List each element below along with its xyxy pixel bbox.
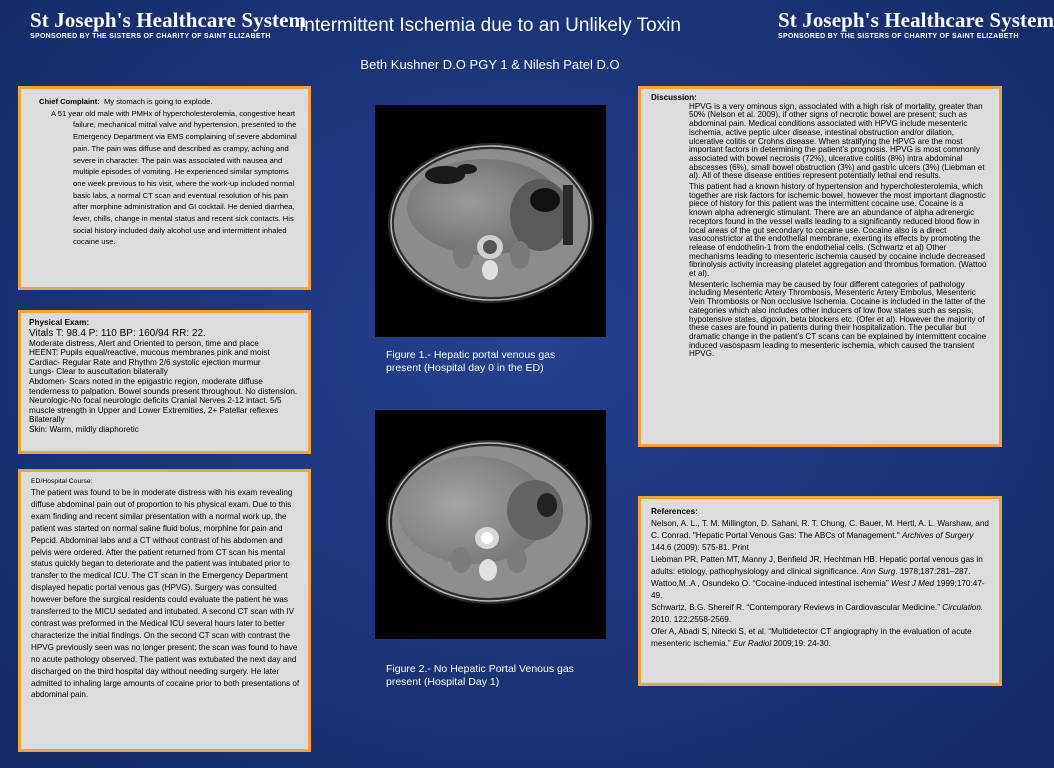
exam-line: HEENT: Pupils equal/reactive, mucous membranes pink and moist: [29, 348, 270, 358]
reference-item: [651, 578, 989, 602]
chief-complaint-label: Chief Complaint:: [39, 97, 100, 106]
reference-item: [651, 626, 989, 650]
reference-text: Wattoo,M..A , Osundeko O. “Cocaine-induced intestinal ischemia”: [651, 579, 891, 588]
discussion-paragraph: Mesenteric Ischemia may be caused by four different categories of pathology including Mesenteric Artery Thrombosis, Mesenteric Artery Embolus, Mesenteric Vein Thrombosis or Non occlusive Ischemia. Cocaine is included in the latter of the categories which also includes other inducers of low flow states such as sepsis, hypotensive states, digoxin, beta blockers etc. (Ofer et al). However the majority of these cases are found in patients during their hospitalization. The peculiar but dramatic change in the patient’s CT scans can be explained by intermittent cocaine induced vasospasm leading to mesenteric ischemia, which caused the transient HPVG.: [689, 279, 987, 359]
ct-scan-image-2: [375, 410, 606, 639]
chief-complaint-line: [31, 96, 300, 108]
reference-text: Nelson, A. L., T. M. Millington, D. Sahani, R. T. Chung, C. Bauer, M. Hertl, A. L. Warshaw, and C. Conrad. "Hepatic Portal Venous Gas: The ABCs of Management.": [651, 519, 989, 540]
reference-text: Schwartz, B.G. Shereif R. “Contemporary Reviews in Cardiovascular Medicine.”: [651, 603, 943, 612]
references-label: References:: [651, 507, 698, 516]
reference-text: 144.6 (2009): 575-81. Print: [651, 543, 749, 552]
chief-complaint-text: My stomach is going to explode.: [103, 97, 213, 106]
ct-scan-image-1: [375, 105, 606, 337]
discussion-paragraph: This patient had a known history of hypertension and hypercholesterolemia, which together are risk factors for ischemic bowel, however the most important diagnostic piece of history for this patient was the intermittent cocaine use. Cocaine is a known alpha adrenergic stimulant. There are an abundance of alpha adrenergic receptors found in the vessel walls leading to a significantly reduced blood flow in local areas of the gut secondary to cocaine use. Cocaine also is a direct vasoconstrictor at the endothelial membrane, exerting its effects by promoting the release of endothelin-1 from the endothelial cells. (Schwartz et al) Other mechanisms leading to mesenteric ischemia caused by cocaine include decreased fibrinolysis activity increasing platelet aggregation and thrombus formation. (Wattoo et al).: [689, 182, 987, 279]
exam-line: Skin: Warm, mildly diaphoretic: [29, 424, 139, 434]
poster-title: Intermittent Ischemia due to an Unlikely Toxin: [299, 15, 681, 36]
logo-name: St Joseph's Healthcare System: [30, 8, 307, 32]
discussion-panel: [638, 86, 1002, 447]
physical-exam-label: Physical Exam:: [29, 318, 90, 327]
references-panel: [638, 496, 1002, 686]
reference-item: [651, 554, 989, 578]
ed-course-label: ED/Hospital Course:: [31, 478, 93, 485]
hospital-logo-right: [778, 8, 1054, 41]
reference-journal: Eur Radiol: [732, 639, 772, 648]
exam-line: Cardiac- Regular Rate and Rhythm 2/6 systolic ejection murmur: [29, 357, 261, 367]
reference-journal: West J Med: [890, 579, 935, 588]
ed-course-panel: [18, 469, 311, 752]
logo-tagline: SPONSORED BY THE SISTERS OF CHARITY OF SAINT ELIZABETH: [778, 33, 1019, 40]
reference-item: [651, 602, 989, 626]
reference-item: [651, 518, 989, 554]
reference-text: 2010. 122:2558-2569.: [651, 615, 732, 624]
reference-journal: Circulation.: [942, 603, 984, 612]
exam-line: Moderate distress, Alert and Oriented to person, time and place: [29, 338, 259, 348]
discussion-paragraph: HPVG is a very ominous sign, associated with a high risk of mortality, greater than 50% (Nelson et al. 2009), if other signs of necrotic bowel are present; such as abdominal pain. Medical conditions associated with HPVG include mesenteric ischemia, active peptic ulcer disease, intestinal obstruction and/or dilation, ulcerative colitis or Crohns disease. When stratifying the HPVG are the most important factors in determining the patient’s prognosis. HPVG is most commonly associated with bowel necrosis (72%), ulcerative colitis (8%) intra abdominal abscesses (6%), small bowel obstruction (3%) and gastric ulcers (3%) (Liebman et al). All of these disease entities represent potentially lethal end results.: [689, 101, 985, 181]
ed-course-text: The patient was found to be in moderate distress with his exam revealing diffuse abdominal pain out of proportion to his physical exam. Due to this exam finding and recent similar presentation with a normal work up, the patient was started on normal saline fluid bolus, morphine for pain and Pepcid. Abdominal labs and a CT without contrast of his abdomen and pelvis were ordered. After the patient returned from CT scan his mental status quickly began to deteriorate and the patient was intubated prior to transfer to the medical ICU. The CT scan in the Emergency Department displayed hepatic portal venous gas (HPVG). Surgery was consulted however before the surgical residents could evaluate the patient he was transferred to the MICU sedated and intubated. A second CT scan with IV contrast was preformed in the Medical ICU several hours later to better characterize the initial findings. On the second CT scan with contrast the HPVG previously seen was no longer present; the scan was found to have no acute pathology observed. The patient was extubated the next day and discharged on the third hospital day without needing surgery. He later admitted to inhaling large amounts of cocaine prior to both presentations of abdominal pain.: [31, 488, 300, 700]
logo-tagline: SPONSORED BY THE SISTERS OF CHARITY OF SAINT ELIZABETH: [30, 33, 271, 40]
discussion-label: Discussion:: [651, 93, 697, 102]
reference-text: . 1978;187:281–287.: [895, 567, 971, 576]
history-text: A 51 year old male with PMHx of hypercholesterolemia, congestive heart failure, mechanical mitral valve and hypertension, presented to the Emergency Department via EMS complaining of severe abdominal pain. The pain was diffuse and described as crampy, aching and severe in character. The pain was associated with nausea and multiple episodes of vomiting. He experienced similar symptoms one week previous to his visit, where the work-up included normal basic labs, a normal CT scan and eventual resolution of his pain after morphine administration and GI cocktail. He denied diarrhea, fever, chills, change in mental status and recent sick contacts. His social history included daily alcohol use and intermittent inhaled cocaine use.: [51, 108, 297, 247]
reference-journal: Ann Surg: [861, 567, 896, 576]
reference-journal: Archives of Surgery: [901, 531, 974, 540]
figure-1-caption: Figure 1.- Hepatic portal venous gas present (Hospital day 0 in the ED): [386, 349, 556, 374]
reference-text: 1999;170:47-49.: [651, 579, 985, 600]
reference-text: 2009;19: 24-30.: [771, 639, 831, 648]
logo-name: St Joseph's Healthcare System: [778, 8, 1054, 32]
physical-exam-panel: [18, 310, 311, 454]
poster-authors: Beth Kushner D.O PGY 1 & Nilesh Patel D.O: [360, 57, 620, 72]
exam-line: Neurologic-No focal neurologic deficits Cranial Nerves 2-12 intact. 5/5 muscle strength in Upper and Lower Extremities, 2+ Patellar reflexes Bilaterally: [29, 396, 282, 425]
reference-text: Ofer A, Abadi S, Nitecki S, et al. “Multidetector CT angiography in the evaluation of acute mesenteric ischemia.”: [651, 627, 972, 648]
chief-complaint-panel: [18, 86, 311, 290]
exam-line: Abdomen- Scars noted in the epigastric region, moderate diffuse tenderness to palpation. Bowel sounds present throughout. No distension.: [29, 376, 298, 396]
exam-line: Lungs- Clear to auscultation bilaterally: [29, 367, 168, 377]
reference-text: Liebman PR, Patten MT, Manny J, Benfield JR, Hechtman HB. Hepatic portal venous gas in adults: etiology, pathophysiology and clinical significance.: [651, 555, 983, 576]
figure-2-caption: Figure 2.- No Hepatic Portal Venous gas present (Hospital Day 1): [386, 663, 574, 688]
vitals-text: Vitals T: 98.4 P: 110 BP: 160/94 RR: 22.: [29, 327, 206, 339]
